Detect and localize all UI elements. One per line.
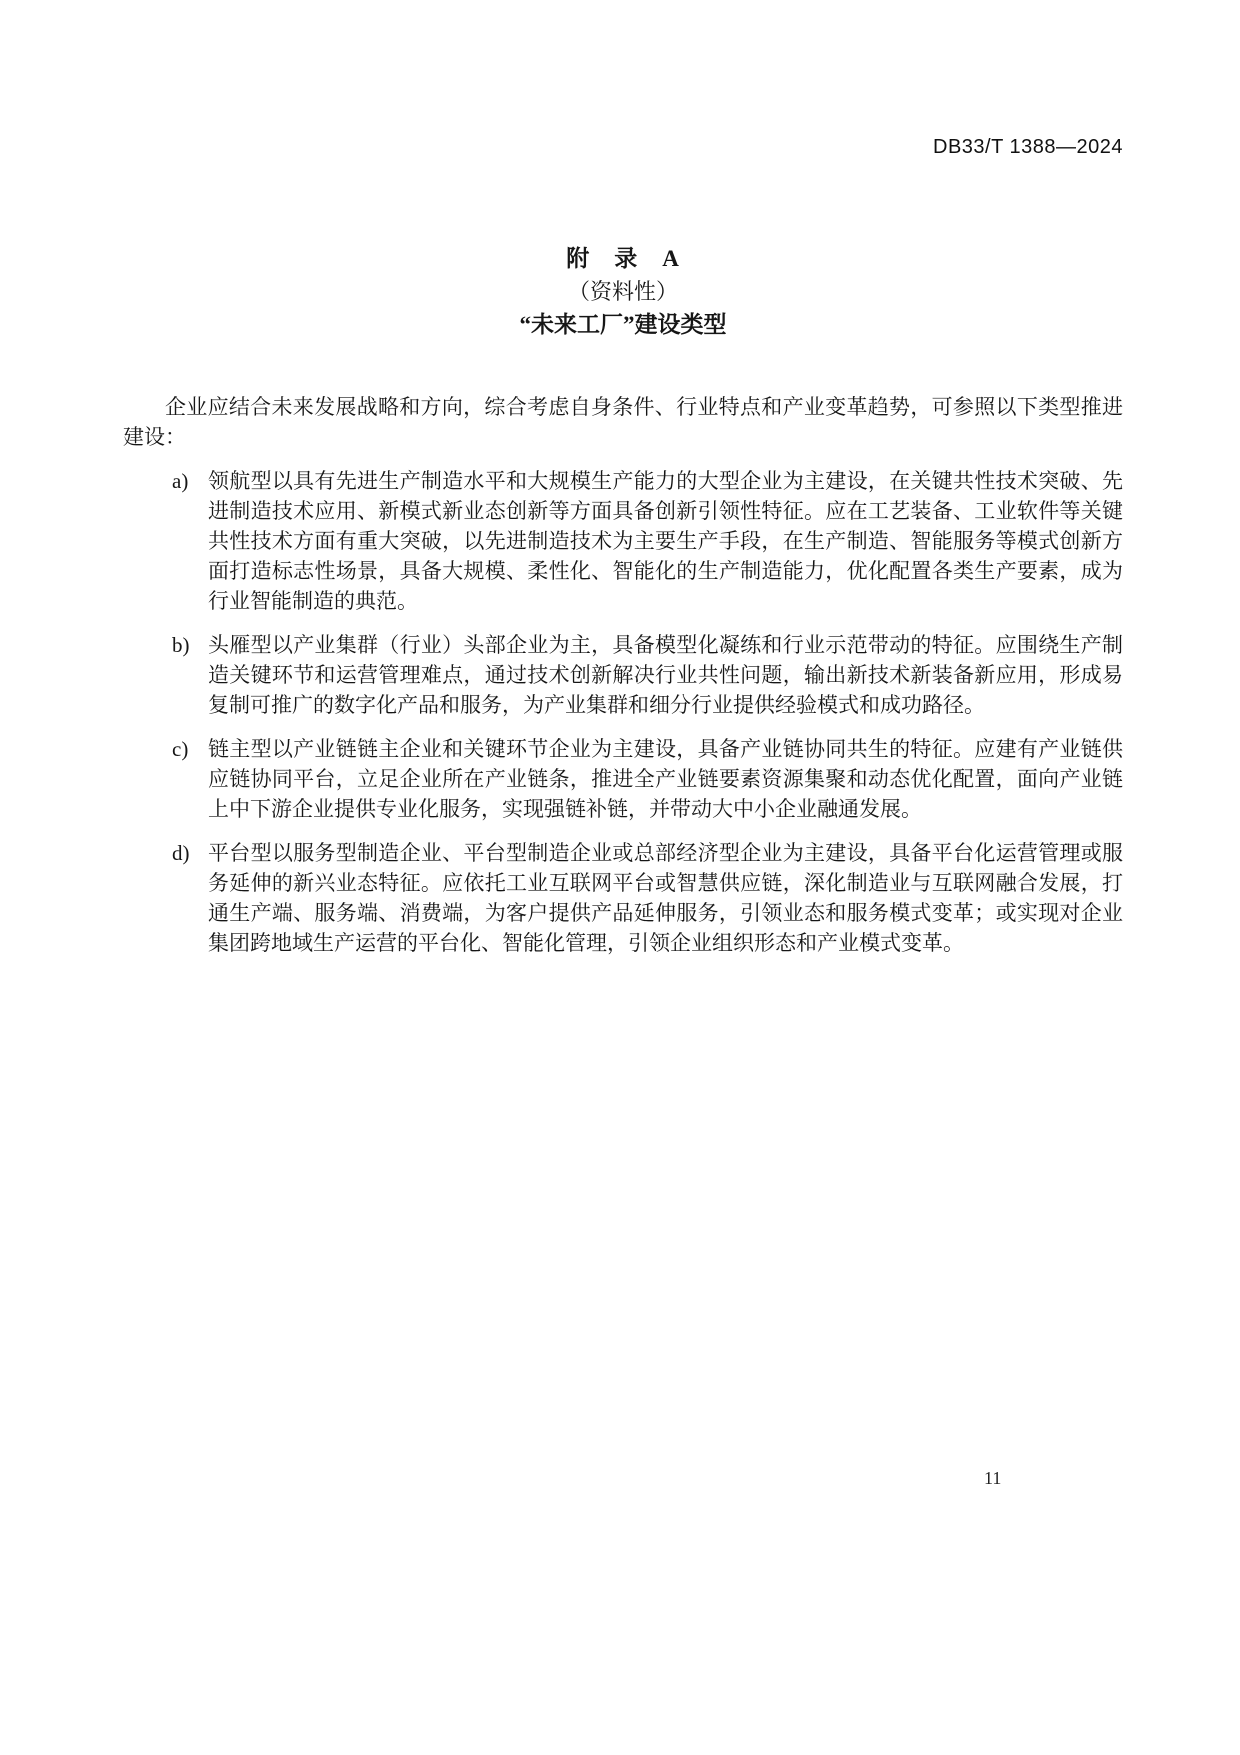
- list-item-a: [123, 466, 1123, 616]
- page-number: 11: [984, 1468, 1002, 1488]
- list-item-label: a): [172, 469, 189, 493]
- list-item-label: c): [172, 737, 189, 761]
- list-item-c: [123, 734, 1123, 824]
- type-list: [123, 466, 1123, 958]
- list-item-text: 头雁型以产业集群（行业）头部企业为主，具备模型化凝练和行业示范带动的特征。应围绕生产制造关键环节和运营管理难点，通过技术创新解决行业共性问题，输出新技术新装备新应用，形成易复制可推广的数字化产品和服务，为产业集群和细分行业提供经验模式和成功路径。: [208, 633, 1123, 717]
- appendix-title: 附 录 A: [566, 246, 680, 271]
- list-item-text: 平台型以服务型制造企业、平台型制造企业或总部经济型企业为主建设，具备平台化运营管理或服务延伸的新兴业态特征。应依托工业互联网平台或智慧供应链，深化制造业与互联网融合发展，打通生产端、服务端、消费端，为客户提供产品延伸服务，引领业态和服务模式变革；或实现对企业集团跨地域生产运营的平台化、智能化管理，引领企业组织形态和产业模式变革。: [208, 841, 1123, 955]
- appendix-title-block: [123, 242, 1123, 341]
- list-item-label: d): [172, 841, 190, 865]
- list-item-b: [123, 630, 1123, 720]
- appendix-informative-label: （资料性）: [567, 279, 678, 304]
- list-item-label: b): [172, 633, 190, 657]
- intro-paragraph: 企业应结合未来发展战略和方向，综合考虑自身条件、行业特点和产业变革趋势，可参照以下类型推进建设：: [123, 395, 1123, 449]
- standard-number-header: DB33/T 1388—2024: [933, 136, 1123, 158]
- list-item-d: [123, 838, 1123, 958]
- list-item-text: 领航型以具有先进生产制造水平和大规模生产能力的大型企业为主建设，在关键共性技术突破、先进制造技术应用、新模式新业态创新等方面具备创新引领性特征。应在工艺装备、工业软件等关键共性技术方面有重大突破，以先进制造技术为主要生产手段，在生产制造、智能服务等模式创新方面打造标志性场景，具备大规模、柔性化、智能化的生产制造能力，优化配置各类生产要素，成为行业智能制造的典范。: [208, 469, 1123, 613]
- appendix-heading: “未来工厂”建设类型: [519, 312, 727, 337]
- list-item-text: 链主型以产业链链主企业和关键环节企业为主建设，具备产业链协同共生的特征。应建有产业链供应链协同平台，立足企业所在产业链条，推进全产业链要素资源集聚和动态优化配置，面向产业链上中下游企业提供专业化服务，实现强链补链，并带动大中小企业融通发展。: [208, 737, 1123, 821]
- appendix-body: [123, 392, 1123, 958]
